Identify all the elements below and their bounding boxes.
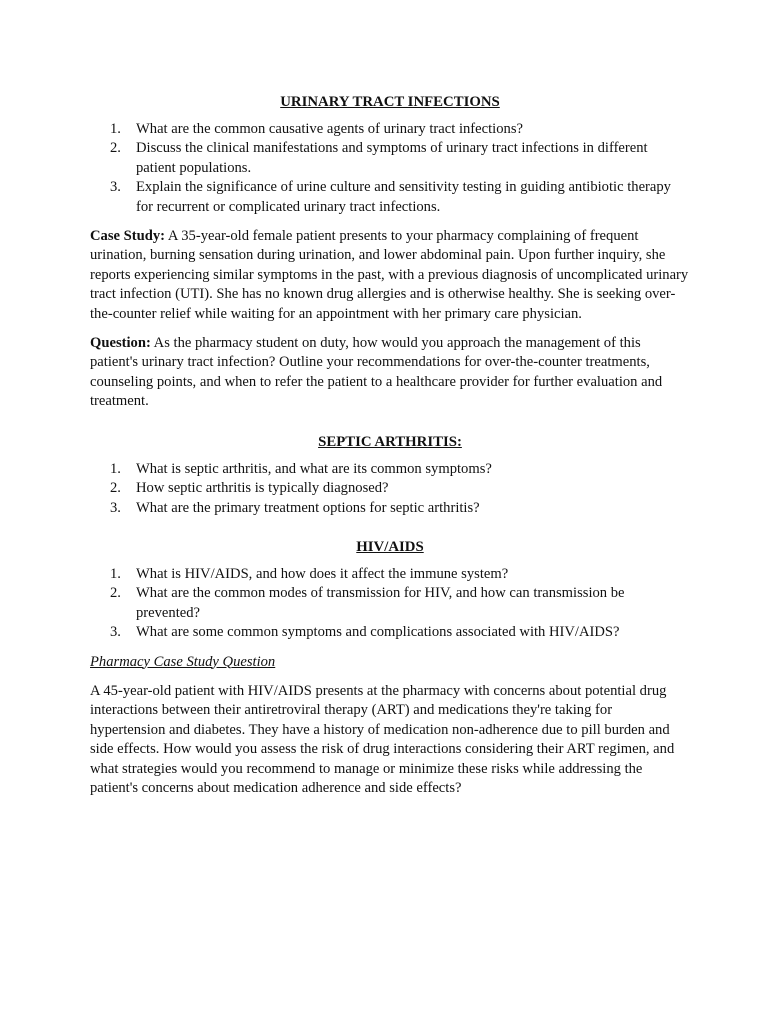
uti-heading: URINARY TRACT INFECTIONS [280, 94, 500, 110]
list-item [90, 565, 690, 584]
uti-question-list [90, 120, 690, 217]
case-study-label: Case Study: [90, 228, 166, 245]
list-number: 1. [110, 121, 121, 137]
list-item [90, 120, 690, 139]
list-number: 3. [110, 179, 121, 196]
uti-case-study [90, 227, 690, 324]
list-item-text: What are the primary treatment options for septic arthritis? [136, 499, 480, 516]
list-number: 2. [110, 585, 121, 602]
list-item [90, 584, 690, 623]
septic-question-list [90, 460, 690, 518]
list-item [90, 460, 690, 479]
list-item-text: What are the common modes of transmission for HIV, and how can transmission be prevented? [136, 585, 625, 621]
list-item-text: What is septic arthritis, and what are its common symptoms? [136, 460, 492, 477]
list-number: 3. [110, 499, 121, 516]
list-item [90, 623, 690, 642]
list-item-text: Discuss the clinical manifestations and symptoms of urinary tract infections in different patient populations. [136, 140, 648, 176]
hiv-question-list [90, 565, 690, 643]
list-item-text: How septic arthritis is typically diagnosed? [136, 480, 389, 497]
list-item-text: Explain the significance of urine culture and sensitivity testing in guiding antibiotic therapy for recurrent or complicated urinary tract infections. [136, 179, 671, 215]
list-number: 1. [110, 565, 121, 582]
list-item [90, 139, 690, 178]
list-number: 2. [110, 480, 121, 497]
septic-arthritis-heading: SEPTIC ARTHRITIS: [318, 433, 462, 450]
list-number: 1. [110, 460, 121, 477]
list-item-text: What is HIV/AIDS, and how does it affect the immune system? [136, 565, 509, 582]
list-number: 2. [110, 140, 121, 157]
list-item [90, 178, 690, 217]
question-label: Question: [90, 335, 151, 352]
list-item [90, 499, 690, 518]
question-text: As the pharmacy student on duty, how would you approach the management of this patient's urinary tract infection? Outline your recommendations for over-the-counter treatments, counseling points, and when to refer the patient to a healthcare provider for further evaluation and treatment. [90, 335, 663, 410]
hiv-case-study-text: A 45-year-old patient with HIV/AIDS presents at the pharmacy with concerns about potential drug interactions between their antiretroviral therapy (ART) and medications they're taking for hypertension and diabetes. They have a history of medication non-adherence due to pill burden and side effects. How would you assess the risk of drug interactions considering their ART regimen, and what strategies would you recommend to manage or minimize these risks while addressing the patient's concerns about medication adherence and side effects? [90, 682, 675, 796]
hiv-aids-heading: HIV/AIDS [356, 538, 424, 555]
list-number: 3. [110, 624, 121, 641]
list-item-text: What are some common symptoms and complications associated with HIV/AIDS? [136, 624, 620, 641]
list-item-text: What are the common causative agents of urinary tract infections? [136, 121, 523, 137]
list-item [90, 479, 690, 498]
case-study-text: A 35-year-old female patient presents to your pharmacy complaining of frequent urination, burning sensation during urination, and lower abdominal pain. Upon further inquiry, she reports experiencing similar symptoms in the past, with a previous diagnosis of uncomplicated urinary tract infection (UTI). She has no known drug allergies and is otherwise healthy. She is seeking over-the-counter relief while waiting for an appointment with her primary care physician. [90, 228, 689, 322]
uti-question [90, 334, 690, 412]
pharmacy-case-study-heading: Pharmacy Case Study Question [90, 653, 276, 670]
